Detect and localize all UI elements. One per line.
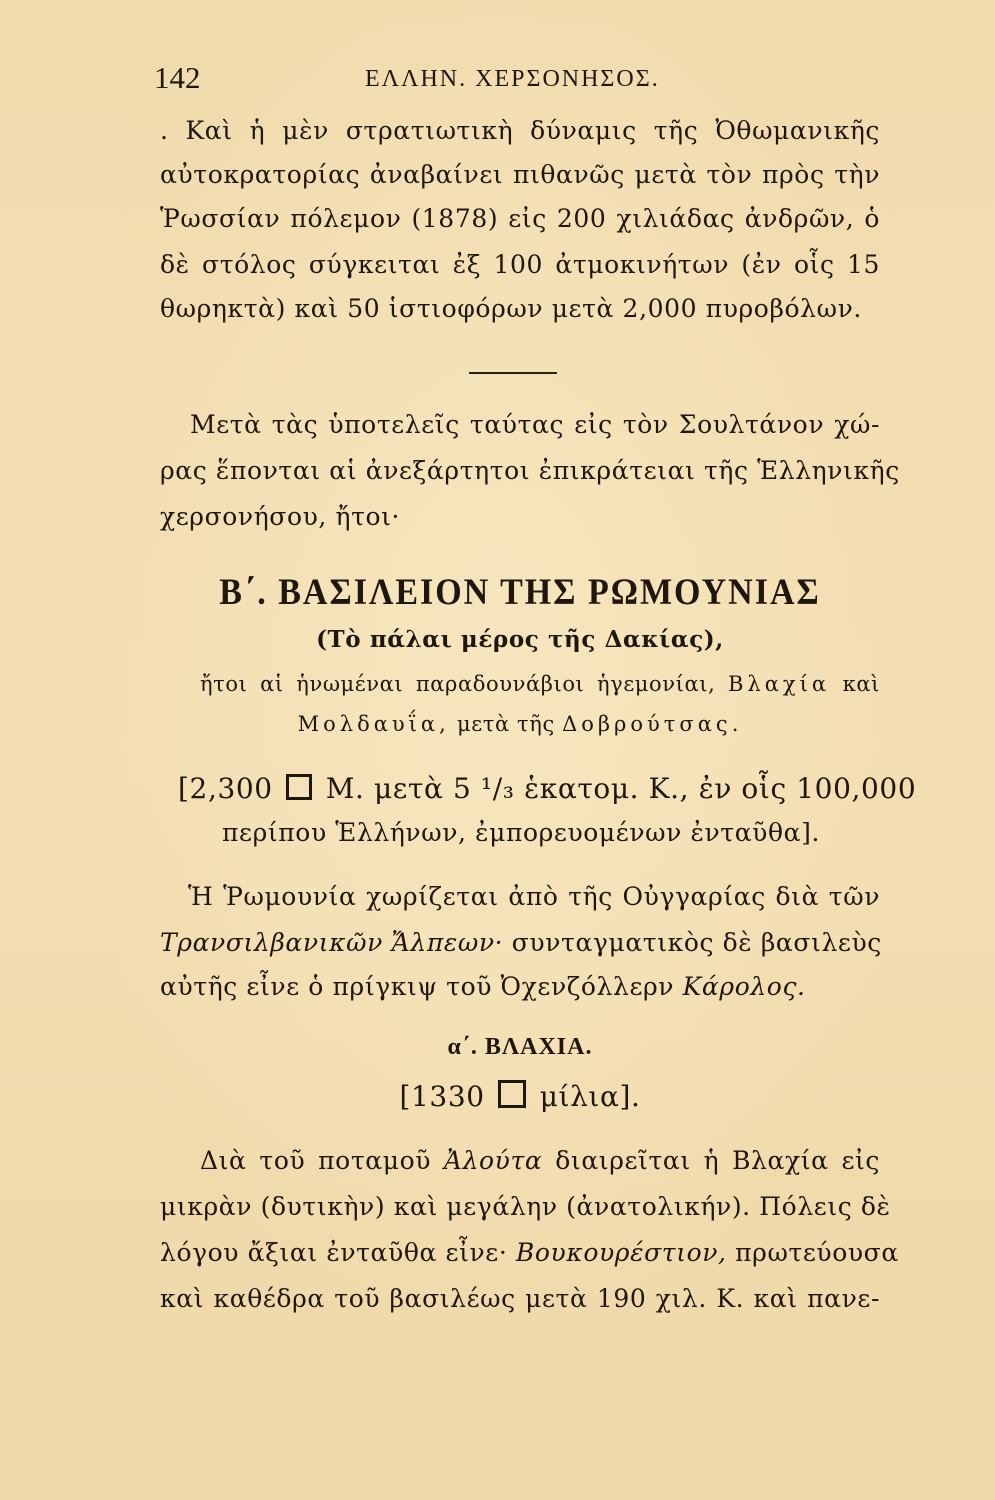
desc-text: ἤτοι αἱ ἡνωμέναι παραδουνάβιοι ἡγεμονίαι, bbox=[200, 672, 716, 696]
square-symbol-icon bbox=[498, 1080, 526, 1108]
wallachia-line-3-a: λόγου ἄξιαι ἐνταῦθα εἶνε· bbox=[160, 1238, 508, 1267]
king-carol: Κάρολος. bbox=[682, 972, 806, 1001]
romania-line-1: Ἡ Ῥωμουνία χωρίζεται ἀπὸ τῆς Οὐγγαρίας διὰ τῶν bbox=[188, 882, 880, 911]
stats-line-2: περίπου Ἑλλήνων, ἐμπορευομένων ἐνταῦθα]. bbox=[222, 818, 821, 847]
square-symbol-icon bbox=[286, 774, 312, 800]
desc-dobruja: Δοβρούτσας. bbox=[562, 712, 743, 736]
wallachia-line-1-a: Διὰ τοῦ ποταμοῦ bbox=[200, 1146, 432, 1175]
page-header bbox=[150, 60, 890, 100]
stats-population: M. μετὰ 5 ¹/₃ ἑκατομ. K., ἐν οἷς 100,000 bbox=[325, 772, 917, 805]
wallachia-line-2: μικρὰν (δυτικὴν) καὶ μεγάλην (ἀνατολικήν). Πόλεις δὲ bbox=[160, 1192, 891, 1221]
page-number: 142 bbox=[154, 60, 201, 95]
area-unit: μίλια]. bbox=[539, 1080, 641, 1113]
wallachia-line-3-c: πρωτεύουσα bbox=[735, 1238, 899, 1267]
subsection-area bbox=[160, 1080, 880, 1113]
subsection-title: α΄. ΒΛΑΧΙΑ. bbox=[447, 1034, 593, 1060]
olt-river: Ἀλούτα bbox=[443, 1146, 543, 1175]
desc-and: καὶ bbox=[842, 672, 880, 696]
wallachia-line-3 bbox=[160, 1238, 899, 1267]
intro-line-5: θωρηκτὰ) καὶ 50 ἱστιοφόρων μετὰ 2,000 πυροβόλων. bbox=[160, 294, 862, 323]
romania-line-2 bbox=[160, 928, 880, 957]
romania-line-2-rest: συνταγματικὸς δὲ βασιλεὺς bbox=[511, 928, 882, 957]
transition-line-1: Μετὰ τὰς ὑποτελεῖς ταύτας εἰς τὸν Σουλτάνον χώ- bbox=[190, 410, 880, 439]
wallachia-line-1-c: διαιρεῖται ἡ Βλαχία εἰς bbox=[555, 1146, 881, 1175]
wallachia-line-1 bbox=[200, 1146, 880, 1175]
section-description-line-2 bbox=[160, 712, 880, 736]
running-head: ΕΛΛΗΝ. ΧΕΡΣΟΝΗΣΟΣ. bbox=[365, 66, 660, 92]
desc-with: μετὰ τῆς bbox=[457, 712, 555, 736]
intro-line-1: . Καὶ ἡ μὲν στρατιωτικὴ δύναμις τῆς Ὀθωμανικῆς bbox=[160, 116, 880, 145]
desc-moldavia: Μολδαυΐα, bbox=[297, 712, 450, 736]
transition-line-2: ρας ἕπονται αἱ ἀνεξάρτητοι ἐπικράτειαι τῆς Ἑλληνικῆς bbox=[160, 456, 900, 485]
area-value: [1330 bbox=[399, 1080, 485, 1113]
romania-line-3-text: αὐτῆς εἶνε ὁ πρίγκιψ τοῦ Ὀχενζόλλερν bbox=[160, 972, 675, 1001]
section-description-line-1 bbox=[200, 672, 880, 696]
stats-area: [2,300 bbox=[178, 772, 273, 805]
romania-line-3 bbox=[160, 972, 880, 1001]
bucharest: Βουκουρέστιον, bbox=[515, 1238, 727, 1267]
stats-line-1 bbox=[178, 772, 917, 805]
intro-line-3: Ῥωσσίαν πόλεμον (1878) εἰς 200 χιλιάδας ἀνδρῶν, ὁ bbox=[160, 204, 880, 233]
transition-line-3: χερσονήσου, ἤτοι· bbox=[160, 502, 401, 531]
intro-line-4: δὲ στόλος σύγκειται ἐξ 100 ἀτμοκινήτων (ἐν οἷς 15 bbox=[160, 250, 880, 279]
wallachia-line-4: καὶ καθέδρα τοῦ βασιλέως μετὰ 190 χιλ. K. καὶ πανε- bbox=[160, 1284, 880, 1313]
section-subtitle: (Τὸ πάλαι μέρος τῆς Δακίας), bbox=[316, 626, 724, 653]
section-divider bbox=[469, 372, 557, 374]
transylvanian-alps: Τρανσιλβανικῶν Ἄλπεων· bbox=[160, 928, 504, 957]
intro-line-2: αὐτοκρατορίας ἀναβαίνει πιθανῶς μετὰ τὸν πρὸς τὴν bbox=[160, 160, 880, 189]
desc-wallachia: Βλαχία bbox=[727, 672, 831, 696]
section-title: Β΄. ΒΑΣΙΛΕΙΟΝ ΤΗΣ ΡΩΜΟΥΝΙΑΣ bbox=[219, 572, 821, 613]
